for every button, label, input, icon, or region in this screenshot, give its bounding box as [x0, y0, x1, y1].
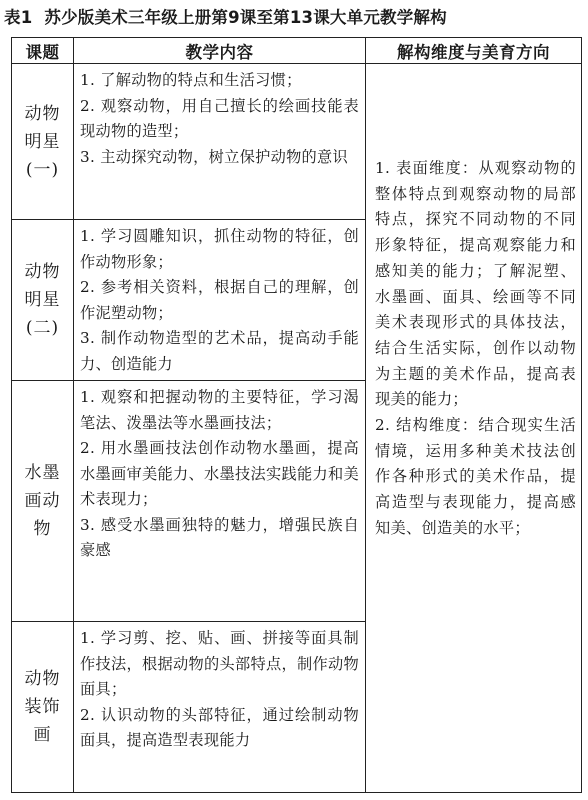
table-row [12, 64, 582, 220]
topic-label: 动物明星(一) [24, 103, 61, 180]
content-cell [74, 622, 366, 793]
header-topic: 课题 [12, 38, 74, 64]
topic-cell [12, 64, 74, 220]
table-number: 表1 [4, 8, 33, 27]
content-item: 2. 观察动物，用自己擅长的绘画技能表现动物的造型； [80, 96, 359, 140]
table-caption [4, 6, 584, 30]
content-item: 3. 主动探究动物，树立保护动物的意识 [80, 147, 349, 166]
content-item: 2. 参考相关资料，根据自己的理解，创作泥塑动物； [80, 278, 359, 322]
content-cell [74, 220, 366, 381]
topic-cell [12, 622, 74, 793]
topic-label: 水墨画动物 [24, 463, 61, 539]
table-title: 苏少版美术三年级上册第9课至第13课大单元教学解构 [44, 8, 447, 27]
topic-cell [12, 381, 74, 622]
header-analysis: 解构维度与美育方向 [366, 38, 582, 64]
content-item: 1. 了解动物的特点和生活习惯； [80, 71, 302, 89]
content-item: 3. 制作动物造型的艺术品，提高动手能力、创造能力 [80, 329, 359, 373]
content-item: 2. 用水墨画技法创作动物水墨画，提高水墨画审美能力、水墨技法实践能力和美术表现力； [80, 439, 359, 508]
analysis-cell [366, 64, 582, 793]
topic-cell [12, 220, 74, 381]
content-item: 1. 观察和把握动物的主要特征，学习渴笔法、泼墨法等水墨画技法； [80, 388, 359, 432]
content-item: 1. 学习剪、挖、贴、画、拼接等面具制作技法，根据动物的头部特点，制作动物面具； [80, 629, 359, 698]
content-cell [74, 381, 366, 622]
content-cell [74, 64, 366, 220]
topic-label: 动物明星(二) [24, 262, 61, 338]
analysis-item-surface: 1. 表面维度：从观察动物的整体特点到观察动物的局部特点，探究不同动物的不同形象特征，提高观察能力和感知美的能力；了解泥塑、水墨画、面具、绘画等不同美术表现形式的具体技法，结合生活实际，创作以动物为主题的美术作品，提高表现美的能力； [375, 159, 576, 409]
unit-design-table [11, 37, 582, 793]
topic-label: 动物装饰画 [24, 669, 61, 745]
content-item: 2. 认识动物的头部特征，通过绘制动物面具，提高造型表现能力 [80, 705, 359, 749]
header-content: 教学内容 [74, 38, 366, 64]
content-item: 3. 感受水墨画独特的魅力，增强民族自豪感 [80, 515, 359, 559]
header-row [12, 38, 582, 64]
analysis-item-structure: 2. 结构维度：结合现实生活情境，运用多种美术技法创作各种形式的美术作品，提高造型与表现能力，提高感知美、创造美的水平； [375, 416, 576, 537]
content-item: 1. 学习圆雕知识，抓住动物的特征，创作动物形象； [80, 227, 359, 271]
